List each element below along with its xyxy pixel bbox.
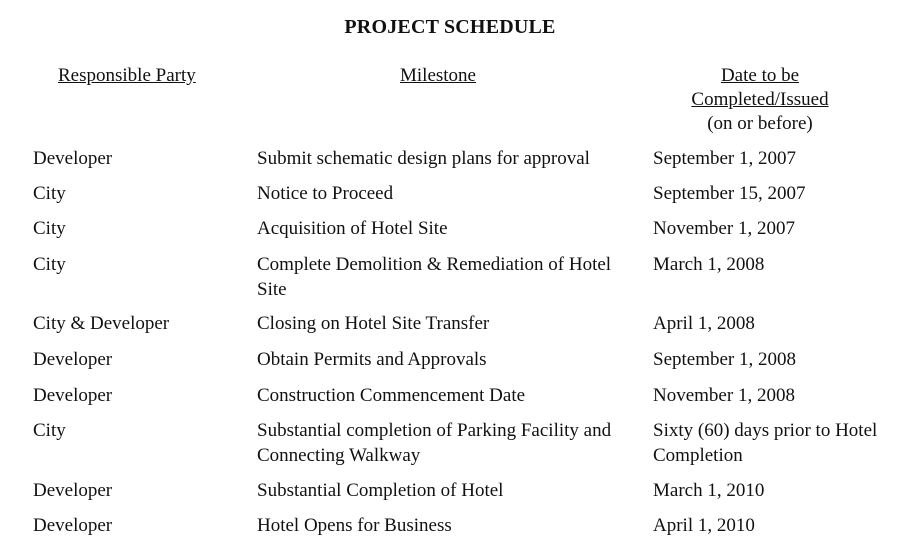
header-date [655,64,865,136]
responsible-party-cell: City [33,218,66,239]
table-row [0,383,900,418]
header-responsible-party [58,64,196,88]
header-date-line2: Completed/Issued [691,89,829,110]
header-date-note: (on or before) [707,113,813,134]
responsible-party-cell: Developer [33,349,113,370]
responsible-party-cell: City & Developer [33,313,170,334]
table-row [0,478,900,513]
responsible-party-cell: Developer [33,480,113,501]
milestone-cell: Notice to Proceed [257,183,394,204]
milestone-cell: Hotel Opens for Business [257,515,452,536]
date-cell: Sixty (60) days prior to Hotel Completion [653,420,878,466]
responsible-party-cell: City [33,254,66,275]
date-cell: November 1, 2007 [653,218,795,239]
date-cell: March 1, 2008 [653,254,765,275]
page-title: PROJECT SCHEDULE [344,16,556,38]
header-milestone-label: Milestone [400,65,476,86]
responsible-party-cell: Developer [33,515,113,536]
table-row [0,146,900,181]
date-cell: September 1, 2007 [653,148,797,169]
milestone-cell: Obtain Permits and Approvals [257,349,487,370]
responsible-party-cell: City [33,183,66,204]
responsible-party-cell: Developer [33,148,113,169]
table-row [0,181,900,216]
milestone-cell: Submit schematic design plans for approval [257,148,590,169]
milestone-cell: Substantial Completion of Hotel [257,480,504,501]
table-row [0,252,900,311]
milestone-cell: Construction Commencement Date [257,385,526,406]
responsible-party-cell: City [33,420,66,441]
date-cell: November 1, 2008 [653,385,795,406]
milestone-cell: Closing on Hotel Site Transfer [257,313,490,334]
responsible-party-cell: Developer [33,385,113,406]
table-row [0,418,900,478]
table-row [0,513,900,543]
header-milestone [400,64,476,88]
header-responsible-party-label: Responsible Party [58,65,196,86]
date-cell: September 15, 2007 [653,183,806,204]
date-cell: September 1, 2008 [653,349,797,370]
milestone-cell: Complete Demolition & Remediation of Hotel Site [257,254,612,300]
date-cell: March 1, 2010 [653,480,765,501]
milestone-cell: Substantial completion of Parking Facility and Connecting Walkway [257,420,612,466]
table-row [0,311,900,347]
milestone-cell: Acquisition of Hotel Site [257,218,448,239]
table-row [0,347,900,383]
schedule-table [0,146,900,543]
date-cell: April 1, 2008 [653,313,755,334]
date-cell: April 1, 2010 [653,515,755,536]
header-date-line1: Date to be [720,65,800,86]
table-row [0,216,900,252]
